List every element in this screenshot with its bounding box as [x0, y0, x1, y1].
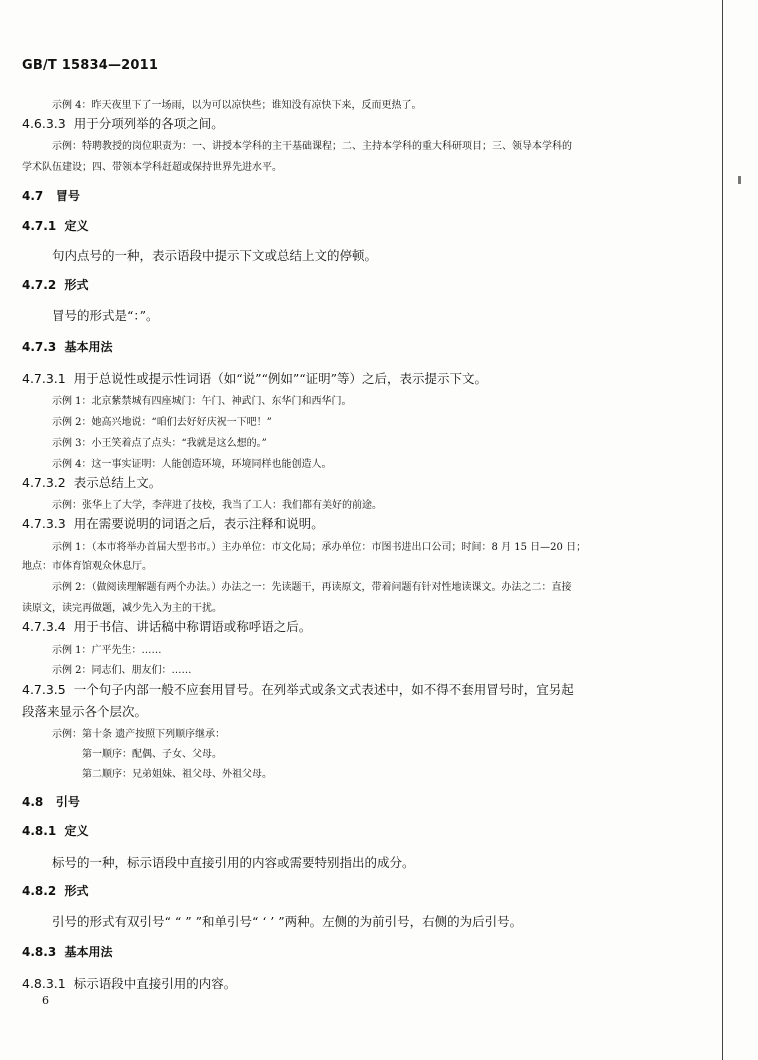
clause-4-7-3-3: 4.7.3.3 用在需要说明的词语之后，表示注释和说明。: [22, 516, 324, 531]
clause-4-7-3-5-cont: 段落来显示各个层次。: [22, 704, 148, 719]
clause-4-7-3-5: 4.7.3.5 一个句子内部一般不应套用冒号。在列举式或条文式表述中，如不得不套用冒号时，宜另起: [22, 682, 574, 697]
example-4-7-3-3-1-line2: 地点：市体育馆观众休息厅。: [22, 561, 152, 572]
example-4-7-3-1-2: 示例 2：她高兴地说：“咱们去好好庆祝一下吧！”: [52, 417, 272, 428]
clause-4-7-3-1: 4.7.3.1 用于总说性或提示性词语（如“说”“例如”“证明”等）之后，表示提示下文。: [22, 371, 488, 386]
clause-4-7-3-4: 4.7.3.4 用于书信、讲话稿中称谓语或称呼语之后。: [22, 619, 312, 634]
example-4-6-3-2-4: 示例 4：昨天夜里下了一场雨，以为可以凉快些；谁知没有凉快下来，反而更热了。: [52, 100, 422, 111]
example-4-7-3-4-1: 示例 1：广平先生：……: [52, 645, 162, 656]
section-4-8-2-heading: 4.8.2 形式: [22, 884, 89, 898]
section-4-8-2-body: 引号的形式有双引号“ “ ” ”和单引号“ ‘ ’ ”两种。左侧的为前引号，右侧的为后引号。: [52, 914, 523, 929]
section-4-7-3-heading: 4.7.3 基本用法: [22, 340, 113, 354]
section-4-7-1-heading: 4.7.1 定义: [22, 219, 89, 233]
section-4-7-heading: 4.7 冒号: [22, 189, 80, 203]
doc-header-id: GB/T 15834—2011: [22, 58, 159, 73]
example-4-7-3-2: 示例：张华上了大学，李萍进了技校，我当了工人：我们都有美好的前途。: [52, 500, 382, 511]
example-4-7-3-5-line1: 示例：第十条 遗产按照下列顺序继承：: [52, 729, 226, 740]
example-4-7-3-4-2: 示例 2：同志们、朋友们：……: [52, 665, 192, 676]
section-4-7-2-heading: 4.7.2 形式: [22, 278, 89, 292]
example-4-7-3-3-2-line2: 读原文，读完再做题，减少先入为主的干扰。: [22, 603, 222, 614]
example-4-7-3-3-2-line1: 示例 2：（做阅读理解题有两个办法。）办法之一：先读题干，再读原文，带着问题有针对性地读课文。办法之二：直接: [52, 582, 572, 593]
example-4-7-3-3-1-line1: 示例 1：（本市将举办首届大型书市。）主办单位：市文化局；承办单位：市图书进出口公司；时间：8 月 15 日—20 日；: [52, 542, 587, 553]
example-4-7-3-1-4: 示例 4：这一事实证明：人能创造环境，环境同样也能创造人。: [52, 459, 332, 470]
section-4-8-1-heading: 4.8.1 定义: [22, 824, 89, 838]
section-4-8-heading: 4.8 引号: [22, 795, 80, 809]
example-4-7-3-5-line2: 第一顺序：配偶、子女、父母。: [82, 749, 222, 760]
example-4-7-3-1-3: 示例 3：小王笑着点了点头：“我就是这么想的。”: [52, 438, 267, 449]
section-4-7-1-body: 句内点号的一种，表示语段中提示下文或总结上文的停顿。: [52, 248, 378, 263]
example-4-7-3-5-line3: 第二顺序：兄弟姐妹、祖父母、外祖父母。: [82, 769, 272, 780]
clause-4-8-3-1: 4.8.3.1 标示语段中直接引用的内容。: [22, 976, 237, 991]
page-number: 6: [42, 994, 49, 1007]
example-4-6-3-3-line1: 示例：特聘教授的岗位职责为：一、讲授本学科的主干基础课程；二、主持本学科的重大科研项目；三、领导本学科的: [52, 141, 572, 152]
clause-4-7-3-2: 4.7.3.2 表示总结上文。: [22, 475, 162, 490]
section-4-8-3-heading: 4.8.3 基本用法: [22, 945, 113, 959]
clause-4-6-3-3: 4.6.3.3 用于分项列举的各项之间。: [22, 116, 224, 131]
example-4-7-3-1-1: 示例 1：北京紫禁城有四座城门：午门、神武门、东华门和西华门。: [52, 396, 352, 407]
example-4-6-3-3-line2: 学术队伍建设；四、带领本学科赶超或保持世界先进水平。: [22, 162, 282, 173]
page-edge-line: [722, 0, 723, 1060]
section-4-8-1-body: 标号的一种，标示语段中直接引用的内容或需要特别指出的成分。: [52, 855, 415, 870]
scan-mark: [738, 176, 741, 184]
section-4-7-2-body: 冒号的形式是“：”。: [52, 308, 159, 323]
